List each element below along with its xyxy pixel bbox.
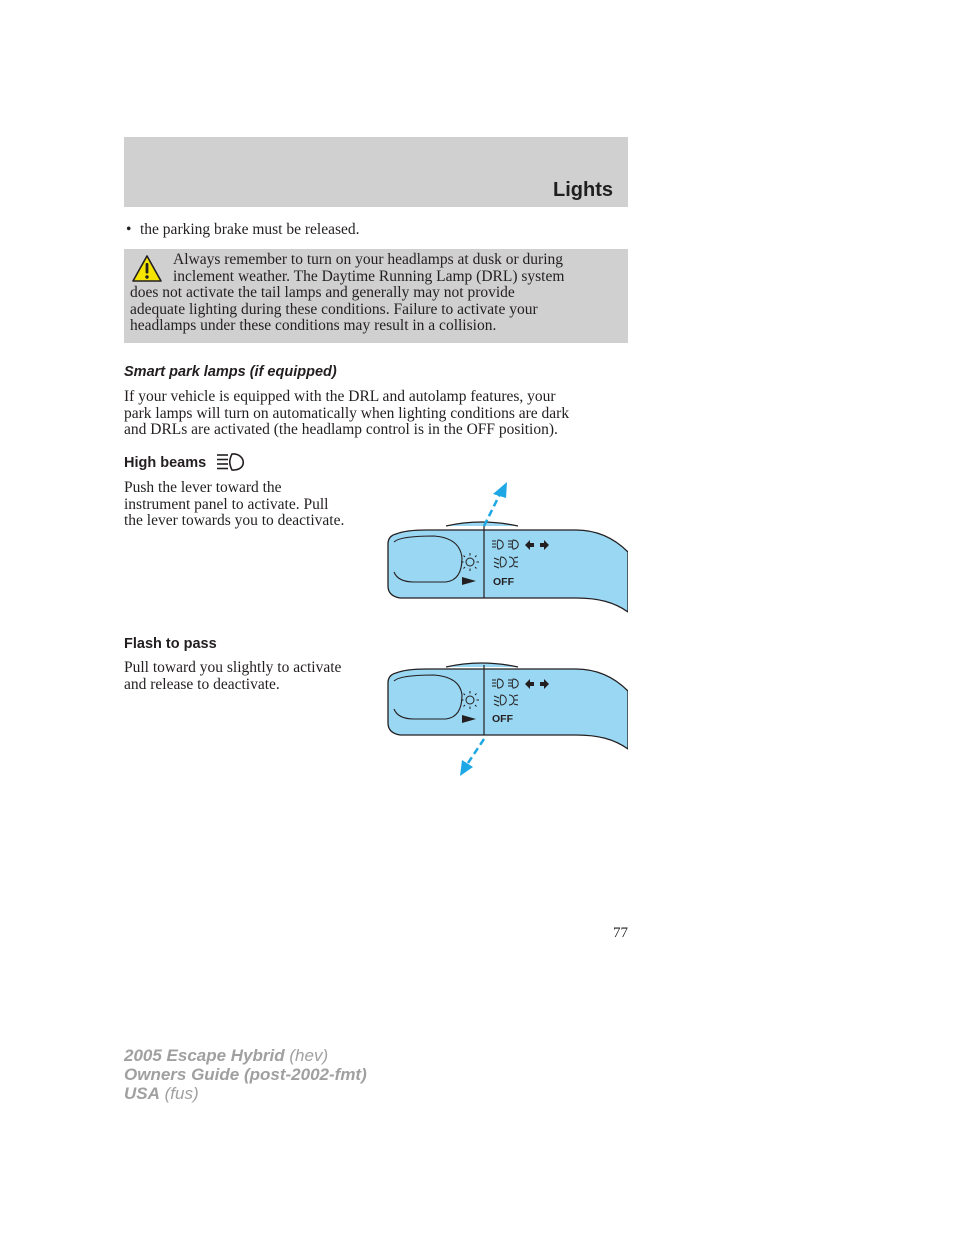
smart-park-paragraph — [124, 389, 628, 439]
bullet-item — [126, 222, 360, 239]
warning-box — [124, 249, 628, 343]
footer-model-code: (hev) — [284, 1046, 329, 1065]
push-forward-arrow-icon — [484, 482, 507, 526]
section-header — [124, 137, 628, 207]
paragraph-line: and release to deactivate. — [124, 675, 280, 693]
footer-model: 2005 Escape Hybrid — [124, 1046, 285, 1065]
high-beam-icon — [216, 452, 250, 472]
warning-line: adequate lighting during these conditions. Failure to activate your — [130, 300, 538, 318]
bullet-mark: • — [126, 221, 132, 238]
paragraph-line: the lever towards you to deactivate. — [124, 512, 345, 529]
warning-line: headlamps under these conditions may result in a collision. — [130, 317, 497, 334]
warning-line: does not activate the tail lamps and generally may not provide — [130, 284, 515, 301]
footer-guide: Owners Guide (post-2002-fmt) — [124, 1065, 367, 1084]
pull-back-arrow-icon — [460, 739, 484, 776]
paragraph-line: Push the lever toward the — [124, 479, 282, 496]
warning-line: inclement weather. The Daytime Running Lamp (DRL) system — [173, 267, 565, 285]
page-number: 77 — [613, 925, 628, 941]
off-label: OFF — [493, 576, 514, 588]
paragraph-line: Pull toward you slightly to activate — [124, 659, 342, 676]
section-title: Lights — [553, 179, 613, 201]
footer — [124, 1046, 367, 1103]
smart-park-heading: Smart park lamps (if equipped) — [124, 364, 337, 380]
bullet-text: the parking brake must be released. — [140, 221, 360, 238]
warning-text — [130, 252, 622, 335]
flash-to-pass-paragraph — [124, 660, 384, 693]
flash-to-pass-heading: Flash to pass — [124, 636, 217, 652]
warning-line: Always remember to turn on your headlamps at dusk or during — [173, 251, 563, 268]
paragraph-line: If your vehicle is equipped with the DRL and autolamp features, your — [124, 388, 556, 405]
paragraph-line: instrument panel to activate. Pull — [124, 495, 329, 513]
high-beams-paragraph — [124, 480, 384, 530]
flash-to-pass-lever-illustration — [386, 655, 628, 785]
high-beams-heading: High beams — [124, 455, 207, 471]
footer-market-code: (fus) — [159, 1084, 199, 1103]
paragraph-line: park lamps will turn on automatically when lighting conditions are dark — [124, 404, 570, 422]
paragraph-line: and DRLs are activated (the headlamp control is in the OFF position). — [124, 421, 558, 438]
footer-market: USA — [124, 1084, 160, 1103]
high-beams-lever-illustration — [386, 478, 628, 618]
off-label: OFF — [492, 713, 513, 725]
